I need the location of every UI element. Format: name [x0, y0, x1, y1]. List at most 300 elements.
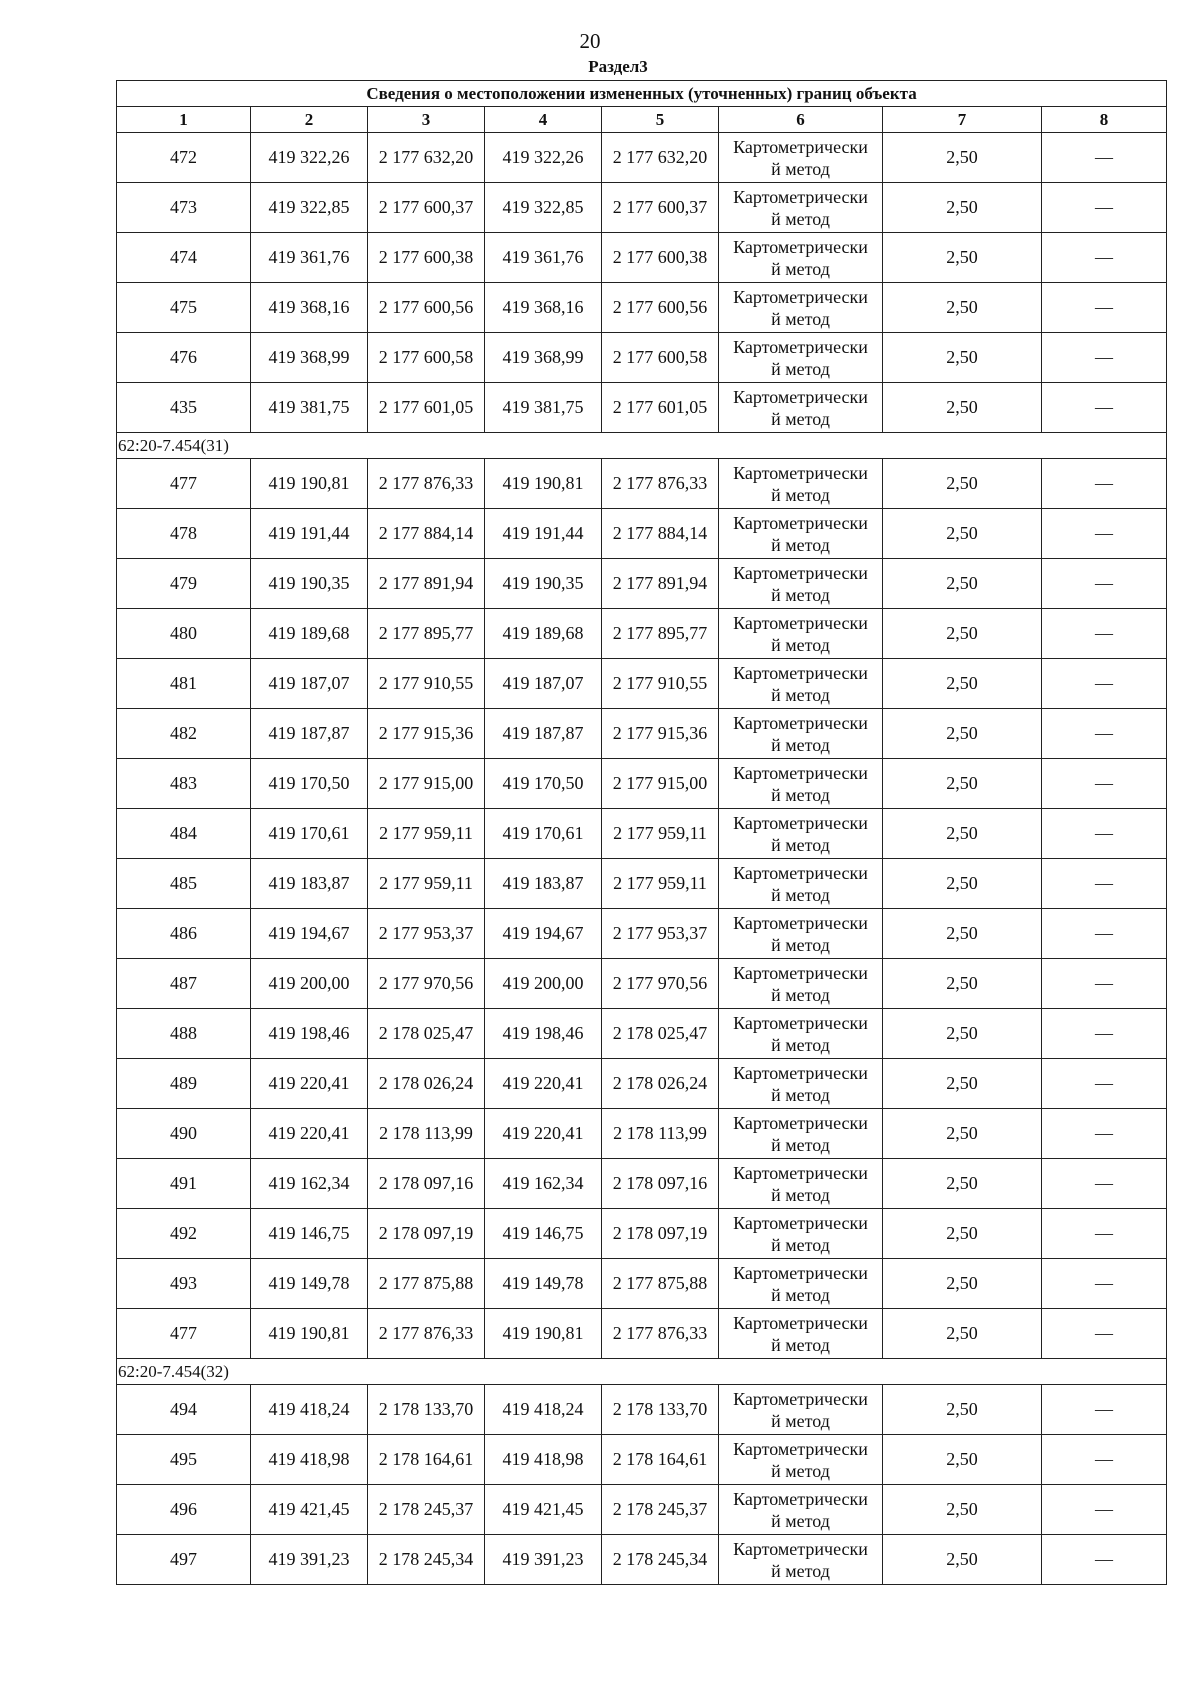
table-row	[117, 1309, 1167, 1359]
table-row	[117, 133, 1167, 183]
note-cell: —	[1042, 609, 1167, 659]
y-new-cell: 2 178 164,61	[602, 1435, 719, 1485]
method-line-1: Картометрически	[733, 136, 868, 157]
note-cell: —	[1042, 133, 1167, 183]
x-old-cell: 419 146,75	[251, 1209, 368, 1259]
point-number-cell: 475	[117, 283, 251, 333]
note-cell: —	[1042, 233, 1167, 283]
method-line-1: Картометрически	[733, 712, 868, 733]
y-old-cell: 2 178 113,99	[368, 1109, 485, 1159]
note-cell: —	[1042, 1209, 1167, 1259]
x-new-cell: 419 421,45	[485, 1485, 602, 1535]
accuracy-cell: 2,50	[883, 909, 1042, 959]
note-cell: —	[1042, 383, 1167, 433]
table-row	[117, 183, 1167, 233]
point-number-cell: 479	[117, 559, 251, 609]
x-new-cell: 419 418,98	[485, 1435, 602, 1485]
method-cell	[719, 383, 883, 433]
y-old-cell: 2 177 895,77	[368, 609, 485, 659]
x-old-cell: 419 170,50	[251, 759, 368, 809]
note-cell: —	[1042, 959, 1167, 1009]
y-old-cell: 2 178 245,34	[368, 1535, 485, 1585]
method-cell	[719, 1159, 883, 1209]
method-line-1: Картометрически	[733, 962, 868, 983]
method-cell	[719, 133, 883, 183]
x-old-cell: 419 194,67	[251, 909, 368, 959]
method-cell	[719, 609, 883, 659]
x-new-cell: 419 183,87	[485, 859, 602, 909]
x-old-cell: 419 391,23	[251, 1535, 368, 1585]
group-header-row	[117, 1359, 1167, 1385]
x-old-cell: 419 368,99	[251, 333, 368, 383]
point-number-cell: 497	[117, 1535, 251, 1585]
method-cell	[719, 659, 883, 709]
point-number-cell: 496	[117, 1485, 251, 1535]
method-line-1: Картометрически	[733, 1538, 868, 1559]
method-cell	[719, 1259, 883, 1309]
y-new-cell: 2 177 875,88	[602, 1259, 719, 1309]
y-old-cell: 2 177 884,14	[368, 509, 485, 559]
method-cell	[719, 759, 883, 809]
group-header-row	[117, 433, 1167, 459]
x-old-cell: 419 361,76	[251, 233, 368, 283]
method-cell	[719, 509, 883, 559]
accuracy-cell: 2,50	[883, 609, 1042, 659]
note-cell: —	[1042, 1159, 1167, 1209]
table-row	[117, 1109, 1167, 1159]
note-cell: —	[1042, 559, 1167, 609]
note-cell: —	[1042, 909, 1167, 959]
method-line-1: Картометрически	[733, 186, 868, 207]
x-old-cell: 419 322,26	[251, 133, 368, 183]
y-new-cell: 2 177 959,11	[602, 859, 719, 909]
method-line-1: Картометрически	[733, 1438, 868, 1459]
method-line-2: й метод	[771, 634, 830, 655]
x-new-cell: 419 391,23	[485, 1535, 602, 1585]
method-cell	[719, 559, 883, 609]
accuracy-cell: 2,50	[883, 1109, 1042, 1159]
point-number-cell: 486	[117, 909, 251, 959]
y-new-cell: 2 177 600,56	[602, 283, 719, 333]
table-row	[117, 383, 1167, 433]
page-number: 20	[579, 29, 601, 53]
point-number-cell: 484	[117, 809, 251, 859]
y-new-cell: 2 177 601,05	[602, 383, 719, 433]
method-line-2: й метод	[771, 1184, 830, 1205]
accuracy-cell: 2,50	[883, 959, 1042, 1009]
x-new-cell: 419 381,75	[485, 383, 602, 433]
note-cell: —	[1042, 1435, 1167, 1485]
x-old-cell: 419 421,45	[251, 1485, 368, 1535]
method-line-1: Картометрически	[733, 1112, 868, 1133]
method-line-2: й метод	[771, 934, 830, 955]
accuracy-cell: 2,50	[883, 283, 1042, 333]
method-line-2: й метод	[771, 1560, 830, 1581]
method-cell	[719, 333, 883, 383]
column-header: 5	[602, 107, 719, 133]
x-old-cell: 419 190,81	[251, 1309, 368, 1359]
method-line-2: й метод	[771, 784, 830, 805]
method-cell	[719, 233, 883, 283]
y-old-cell: 2 177 876,33	[368, 1309, 485, 1359]
method-line-2: й метод	[771, 208, 830, 229]
x-old-cell: 419 418,98	[251, 1435, 368, 1485]
point-number-cell: 473	[117, 183, 251, 233]
point-number-cell: 481	[117, 659, 251, 709]
table-row	[117, 759, 1167, 809]
method-cell	[719, 1209, 883, 1259]
table-row	[117, 1059, 1167, 1109]
y-new-cell: 2 177 600,58	[602, 333, 719, 383]
table-row	[117, 1209, 1167, 1259]
y-new-cell: 2 178 026,24	[602, 1059, 719, 1109]
table-caption: Сведения о местоположении измененных (уточненных) границ объекта	[117, 81, 1167, 107]
method-line-2: й метод	[771, 1084, 830, 1105]
method-cell	[719, 1009, 883, 1059]
y-new-cell: 2 177 884,14	[602, 509, 719, 559]
y-old-cell: 2 177 600,38	[368, 233, 485, 283]
note-cell: —	[1042, 1535, 1167, 1585]
accuracy-cell: 2,50	[883, 383, 1042, 433]
x-new-cell: 419 368,16	[485, 283, 602, 333]
x-old-cell: 419 162,34	[251, 1159, 368, 1209]
column-header: 6	[719, 107, 883, 133]
note-cell: —	[1042, 1309, 1167, 1359]
x-new-cell: 419 220,41	[485, 1109, 602, 1159]
y-new-cell: 2 178 245,34	[602, 1535, 719, 1585]
column-header: 7	[883, 107, 1042, 133]
x-new-cell: 419 190,81	[485, 459, 602, 509]
method-line-1: Картометрически	[733, 1212, 868, 1233]
accuracy-cell: 2,50	[883, 1309, 1042, 1359]
x-new-cell: 419 194,67	[485, 909, 602, 959]
column-header: 8	[1042, 107, 1167, 133]
y-old-cell: 2 177 959,11	[368, 809, 485, 859]
accuracy-cell: 2,50	[883, 233, 1042, 283]
method-line-2: й метод	[771, 1410, 830, 1431]
method-cell	[719, 459, 883, 509]
method-cell	[719, 1309, 883, 1359]
accuracy-cell: 2,50	[883, 183, 1042, 233]
accuracy-cell: 2,50	[883, 1435, 1042, 1485]
x-old-cell: 419 149,78	[251, 1259, 368, 1309]
x-new-cell: 419 191,44	[485, 509, 602, 559]
x-old-cell: 419 418,24	[251, 1385, 368, 1435]
accuracy-cell: 2,50	[883, 1209, 1042, 1259]
accuracy-cell: 2,50	[883, 1535, 1042, 1585]
accuracy-cell: 2,50	[883, 459, 1042, 509]
x-new-cell: 419 146,75	[485, 1209, 602, 1259]
method-line-1: Картометрически	[733, 762, 868, 783]
accuracy-cell: 2,50	[883, 333, 1042, 383]
y-new-cell: 2 178 097,19	[602, 1209, 719, 1259]
x-new-cell: 419 149,78	[485, 1259, 602, 1309]
table-row	[117, 609, 1167, 659]
x-old-cell: 419 189,68	[251, 609, 368, 659]
method-line-1: Картометрически	[733, 912, 868, 933]
method-cell	[719, 959, 883, 1009]
method-cell	[719, 183, 883, 233]
y-old-cell: 2 177 953,37	[368, 909, 485, 959]
method-line-1: Картометрически	[733, 386, 868, 407]
table-row	[117, 333, 1167, 383]
table-row	[117, 559, 1167, 609]
y-old-cell: 2 177 891,94	[368, 559, 485, 609]
method-line-2: й метод	[771, 734, 830, 755]
column-header-row	[117, 107, 1167, 133]
note-cell: —	[1042, 1109, 1167, 1159]
method-line-2: й метод	[771, 1334, 830, 1355]
method-line-2: й метод	[771, 534, 830, 555]
point-number-cell: 472	[117, 133, 251, 183]
y-old-cell: 2 178 097,19	[368, 1209, 485, 1259]
point-number-cell: 488	[117, 1009, 251, 1059]
y-new-cell: 2 177 915,00	[602, 759, 719, 809]
table-row	[117, 509, 1167, 559]
method-line-1: Картометрически	[733, 612, 868, 633]
y-new-cell: 2 177 959,11	[602, 809, 719, 859]
accuracy-cell: 2,50	[883, 709, 1042, 759]
y-old-cell: 2 177 915,00	[368, 759, 485, 809]
note-cell: —	[1042, 1059, 1167, 1109]
x-old-cell: 419 170,61	[251, 809, 368, 859]
accuracy-cell: 2,50	[883, 1159, 1042, 1209]
method-line-1: Картометрически	[733, 1388, 868, 1409]
y-new-cell: 2 177 876,33	[602, 459, 719, 509]
method-line-2: й метод	[771, 1284, 830, 1305]
method-line-2: й метод	[771, 358, 830, 379]
x-new-cell: 419 368,99	[485, 333, 602, 383]
method-cell	[719, 809, 883, 859]
x-old-cell: 419 187,87	[251, 709, 368, 759]
accuracy-cell: 2,50	[883, 1385, 1042, 1435]
x-new-cell: 419 220,41	[485, 1059, 602, 1109]
method-cell	[719, 909, 883, 959]
point-number-cell: 474	[117, 233, 251, 283]
method-line-2: й метод	[771, 408, 830, 429]
x-new-cell: 419 170,61	[485, 809, 602, 859]
y-new-cell: 2 177 895,77	[602, 609, 719, 659]
x-old-cell: 419 183,87	[251, 859, 368, 909]
accuracy-cell: 2,50	[883, 1259, 1042, 1309]
y-new-cell: 2 178 025,47	[602, 1009, 719, 1059]
note-cell: —	[1042, 659, 1167, 709]
point-number-cell: 493	[117, 1259, 251, 1309]
y-old-cell: 2 178 097,16	[368, 1159, 485, 1209]
x-old-cell: 419 322,85	[251, 183, 368, 233]
table-row	[117, 1259, 1167, 1309]
point-number-cell: 480	[117, 609, 251, 659]
accuracy-cell: 2,50	[883, 1009, 1042, 1059]
point-number-cell: 491	[117, 1159, 251, 1209]
method-line-1: Картометрически	[733, 862, 868, 883]
table-row	[117, 1009, 1167, 1059]
point-number-cell: 487	[117, 959, 251, 1009]
method-line-1: Картометрически	[733, 462, 868, 483]
table-row	[117, 809, 1167, 859]
method-line-1: Картометрически	[733, 1062, 868, 1083]
method-cell	[719, 709, 883, 759]
method-line-1: Картометрически	[733, 286, 868, 307]
y-old-cell: 2 178 026,24	[368, 1059, 485, 1109]
table-row	[117, 959, 1167, 1009]
x-old-cell: 419 220,41	[251, 1059, 368, 1109]
method-line-2: й метод	[771, 484, 830, 505]
note-cell: —	[1042, 1485, 1167, 1535]
table-row	[117, 859, 1167, 909]
x-new-cell: 419 322,26	[485, 133, 602, 183]
accuracy-cell: 2,50	[883, 509, 1042, 559]
method-line-1: Картометрически	[733, 1262, 868, 1283]
y-new-cell: 2 177 600,38	[602, 233, 719, 283]
x-new-cell: 419 200,00	[485, 959, 602, 1009]
point-number-cell: 494	[117, 1385, 251, 1435]
method-line-2: й метод	[771, 584, 830, 605]
table-body	[117, 133, 1167, 1585]
method-line-2: й метод	[771, 1034, 830, 1055]
point-number-cell: 482	[117, 709, 251, 759]
accuracy-cell: 2,50	[883, 809, 1042, 859]
method-line-1: Картометрически	[733, 662, 868, 683]
y-new-cell: 2 177 632,20	[602, 133, 719, 183]
x-new-cell: 419 162,34	[485, 1159, 602, 1209]
method-line-2: й метод	[771, 684, 830, 705]
point-number-cell: 477	[117, 459, 251, 509]
method-line-1: Картометрически	[733, 812, 868, 833]
note-cell: —	[1042, 1009, 1167, 1059]
x-new-cell: 419 322,85	[485, 183, 602, 233]
y-old-cell: 2 177 600,37	[368, 183, 485, 233]
boundary-table	[116, 80, 1167, 1585]
x-new-cell: 419 189,68	[485, 609, 602, 659]
x-new-cell: 419 198,46	[485, 1009, 602, 1059]
x-old-cell: 419 200,00	[251, 959, 368, 1009]
note-cell: —	[1042, 509, 1167, 559]
point-number-cell: 490	[117, 1109, 251, 1159]
method-cell	[719, 1109, 883, 1159]
table-row	[117, 659, 1167, 709]
y-new-cell: 2 178 113,99	[602, 1109, 719, 1159]
method-line-1: Картометрически	[733, 1162, 868, 1183]
note-cell: —	[1042, 1259, 1167, 1309]
x-new-cell: 419 187,07	[485, 659, 602, 709]
x-old-cell: 419 198,46	[251, 1009, 368, 1059]
method-line-1: Картометрически	[733, 562, 868, 583]
y-new-cell: 2 178 245,37	[602, 1485, 719, 1535]
y-new-cell: 2 177 600,37	[602, 183, 719, 233]
method-line-2: й метод	[771, 308, 830, 329]
table-row	[117, 709, 1167, 759]
point-number-cell: 492	[117, 1209, 251, 1259]
x-old-cell: 419 190,35	[251, 559, 368, 609]
accuracy-cell: 2,50	[883, 133, 1042, 183]
method-line-2: й метод	[771, 158, 830, 179]
y-old-cell: 2 177 915,36	[368, 709, 485, 759]
table-row	[117, 1435, 1167, 1485]
table-row	[117, 459, 1167, 509]
column-header: 1	[117, 107, 251, 133]
table-row	[117, 233, 1167, 283]
x-old-cell: 419 381,75	[251, 383, 368, 433]
x-new-cell: 419 418,24	[485, 1385, 602, 1435]
group-label: 62:20-7.454(32)	[117, 1359, 1167, 1385]
x-old-cell: 419 187,07	[251, 659, 368, 709]
method-cell	[719, 1385, 883, 1435]
note-cell: —	[1042, 183, 1167, 233]
y-new-cell: 2 178 097,16	[602, 1159, 719, 1209]
y-old-cell: 2 178 245,37	[368, 1485, 485, 1535]
x-new-cell: 419 187,87	[485, 709, 602, 759]
method-cell	[719, 1435, 883, 1485]
y-new-cell: 2 177 953,37	[602, 909, 719, 959]
accuracy-cell: 2,50	[883, 1485, 1042, 1535]
y-new-cell: 2 178 133,70	[602, 1385, 719, 1435]
column-header: 2	[251, 107, 368, 133]
y-new-cell: 2 177 915,36	[602, 709, 719, 759]
note-cell: —	[1042, 333, 1167, 383]
point-number-cell: 485	[117, 859, 251, 909]
note-cell: —	[1042, 759, 1167, 809]
method-line-2: й метод	[771, 1460, 830, 1481]
method-line-1: Картометрически	[733, 236, 868, 257]
y-old-cell: 2 177 600,56	[368, 283, 485, 333]
note-cell: —	[1042, 283, 1167, 333]
table-row	[117, 1535, 1167, 1585]
x-new-cell: 419 170,50	[485, 759, 602, 809]
accuracy-cell: 2,50	[883, 859, 1042, 909]
point-number-cell: 435	[117, 383, 251, 433]
note-cell: —	[1042, 459, 1167, 509]
y-old-cell: 2 177 600,58	[368, 333, 485, 383]
accuracy-cell: 2,50	[883, 659, 1042, 709]
accuracy-cell: 2,50	[883, 559, 1042, 609]
note-cell: —	[1042, 1385, 1167, 1435]
method-cell	[719, 1059, 883, 1109]
table-row	[117, 283, 1167, 333]
method-cell	[719, 1535, 883, 1585]
method-line-1: Картометрически	[733, 1312, 868, 1333]
x-old-cell: 419 220,41	[251, 1109, 368, 1159]
method-cell	[719, 1485, 883, 1535]
note-cell: —	[1042, 859, 1167, 909]
method-line-1: Картометрически	[733, 512, 868, 533]
method-line-2: й метод	[771, 1234, 830, 1255]
point-number-cell: 477	[117, 1309, 251, 1359]
x-old-cell: 419 190,81	[251, 459, 368, 509]
y-new-cell: 2 177 970,56	[602, 959, 719, 1009]
table-row	[117, 1159, 1167, 1209]
method-line-1: Картометрически	[733, 1488, 868, 1509]
y-old-cell: 2 177 970,56	[368, 959, 485, 1009]
table-row	[117, 909, 1167, 959]
group-label: 62:20-7.454(31)	[117, 433, 1167, 459]
point-number-cell: 478	[117, 509, 251, 559]
accuracy-cell: 2,50	[883, 759, 1042, 809]
note-cell: —	[1042, 809, 1167, 859]
y-old-cell: 2 177 910,55	[368, 659, 485, 709]
point-number-cell: 495	[117, 1435, 251, 1485]
y-old-cell: 2 177 876,33	[368, 459, 485, 509]
y-old-cell: 2 177 601,05	[368, 383, 485, 433]
column-header: 3	[368, 107, 485, 133]
method-line-1: Картометрически	[733, 336, 868, 357]
x-new-cell: 419 190,81	[485, 1309, 602, 1359]
y-old-cell: 2 178 025,47	[368, 1009, 485, 1059]
y-old-cell: 2 177 632,20	[368, 133, 485, 183]
method-cell	[719, 283, 883, 333]
method-line-1: Картометрически	[733, 1012, 868, 1033]
y-new-cell: 2 177 910,55	[602, 659, 719, 709]
